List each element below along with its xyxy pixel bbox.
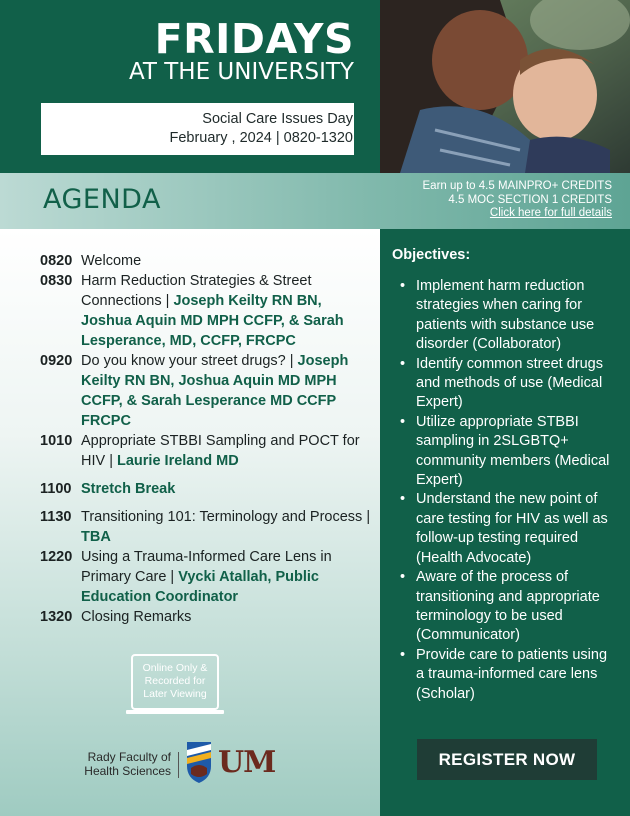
agenda-speaker: Joseph Keilty RN BN, Joshua Aquin MD MPH CCFP, & Sarah Lesperance, MD, CCFP, FRCPC (81, 293, 344, 349)
objective-text: Implement harm reduction strategies when caring for patients with substance use disorder (Collaborator) (416, 278, 595, 353)
agenda-schedule (40, 251, 375, 627)
agenda-item (81, 351, 375, 431)
objective-text: Provide care to patients using a trauma-informed care lens (Scholar) (416, 646, 608, 702)
hero-photo (380, 0, 630, 173)
agenda-topic: Appropriate STBBI Sampling and POCT for HIV | (81, 433, 360, 469)
agenda-row (40, 271, 375, 351)
rady-logo-line: Health Sciences (84, 763, 171, 778)
rady-logo-line: Rady Faculty of (87, 750, 171, 764)
objective-text: Aware of the process of transitioning and appropriate terminology to be used (Communicator) (416, 569, 600, 644)
online-badge-line: Online Only & (142, 662, 208, 674)
agenda-time: 1320 (40, 609, 73, 625)
agenda-item (81, 431, 375, 471)
credits-info (423, 180, 613, 221)
credits-moc: 4.5 MOC SECTION 1 CREDITS (448, 193, 612, 206)
agenda-topic: Using a Trauma-Informed Care Lens in Primary Care | (81, 549, 332, 585)
agenda-time: 1010 (40, 433, 73, 449)
objective-text: Identify common street drugs and methods of use (Medical Expert) (416, 355, 603, 411)
online-badge-line: Recorded for (144, 675, 206, 687)
event-date: February , 2024 | 0820-1320 (169, 130, 353, 146)
objective-item (398, 490, 618, 568)
agenda-row (40, 431, 375, 471)
spacer (40, 471, 375, 479)
bullet-icon: • (400, 413, 406, 430)
spacer (40, 499, 375, 507)
agenda-speaker: Laurie Ireland MD (117, 453, 239, 469)
objective-text: Understand the new point of care testing for HIV as well as follow-up testing required (Health Advocate) (416, 491, 608, 566)
agenda-item (81, 251, 375, 271)
objectives-heading: Objectives: (392, 247, 471, 263)
agenda-item (81, 507, 375, 547)
agenda-speaker: Vycki Atallah, Public Education Coordinator (81, 569, 319, 605)
logo-divider (178, 752, 179, 778)
objective-item (398, 413, 618, 491)
bullet-icon: • (400, 491, 406, 508)
objective-text: Utilize appropriate STBBI sampling in 2SLGBTQ+ community members (Medical Expert) (416, 413, 610, 489)
agenda-row (40, 507, 375, 547)
agenda-row (40, 351, 375, 431)
agenda-time: 1100 (40, 481, 72, 497)
bullet-icon: • (400, 569, 406, 586)
um-crest-icon (185, 740, 213, 784)
agenda-row (40, 479, 375, 499)
agenda-heading: AGENDA (43, 184, 161, 215)
agenda-time: 0820 (40, 253, 73, 269)
objective-item (398, 646, 618, 704)
rady-faculty-logo (80, 751, 171, 778)
full-details-link[interactable]: Click here for full details (489, 207, 612, 219)
agenda-time: 1220 (40, 549, 73, 565)
credits-mainpro: Earn up to 4.5 MAINPRO+ CREDITS (422, 180, 612, 192)
event-name: Social Care Issues Day (202, 111, 353, 127)
online-only-badge (131, 654, 219, 710)
agenda-topic: Welcome (81, 253, 142, 269)
agenda-item (81, 607, 375, 627)
agenda-speaker: TBA (81, 529, 111, 545)
objective-item (398, 355, 618, 413)
institution-logos (80, 738, 300, 788)
agenda-topic: Do you know your street drugs? | (81, 353, 298, 369)
agenda-time: 1130 (40, 509, 72, 525)
bullet-icon: • (400, 646, 406, 663)
event-series-subtitle: AT THE UNIVERSITY (128, 59, 354, 85)
agenda-row (40, 547, 375, 607)
event-info-box (41, 103, 354, 155)
objectives-list (398, 277, 618, 704)
objective-item (398, 568, 618, 646)
bullet-icon: • (400, 355, 406, 372)
agenda-item (81, 479, 375, 499)
agenda-speaker: Stretch Break (81, 481, 176, 497)
agenda-topic: Harm Reduction Strategies & Street Connections | (81, 273, 312, 309)
agenda-item (81, 547, 375, 607)
um-logo-text: UM (218, 745, 276, 780)
laptop-base-icon (126, 710, 224, 714)
agenda-row (40, 607, 375, 627)
register-now-button[interactable]: REGISTER NOW (417, 739, 597, 780)
agenda-time: 0830 (40, 273, 73, 289)
agenda-topic: Transitioning 101: Terminology and Process | (81, 509, 371, 525)
event-series-title: FRIDAYS (154, 15, 354, 63)
bullet-icon: • (400, 278, 406, 294)
mother-child-photo-image (380, 0, 630, 173)
agenda-time: 0920 (40, 353, 73, 369)
agenda-speaker: Joseph Keilty RN BN, Joshua Aquin MD MPH CCFP, & Sarah Lesperance MD CCFP FRCPC (81, 353, 349, 429)
agenda-item (81, 271, 375, 351)
agenda-topic: Closing Remarks (81, 609, 192, 625)
agenda-row (40, 251, 375, 271)
objective-item (398, 277, 618, 355)
online-badge-line: Later Viewing (143, 688, 207, 700)
